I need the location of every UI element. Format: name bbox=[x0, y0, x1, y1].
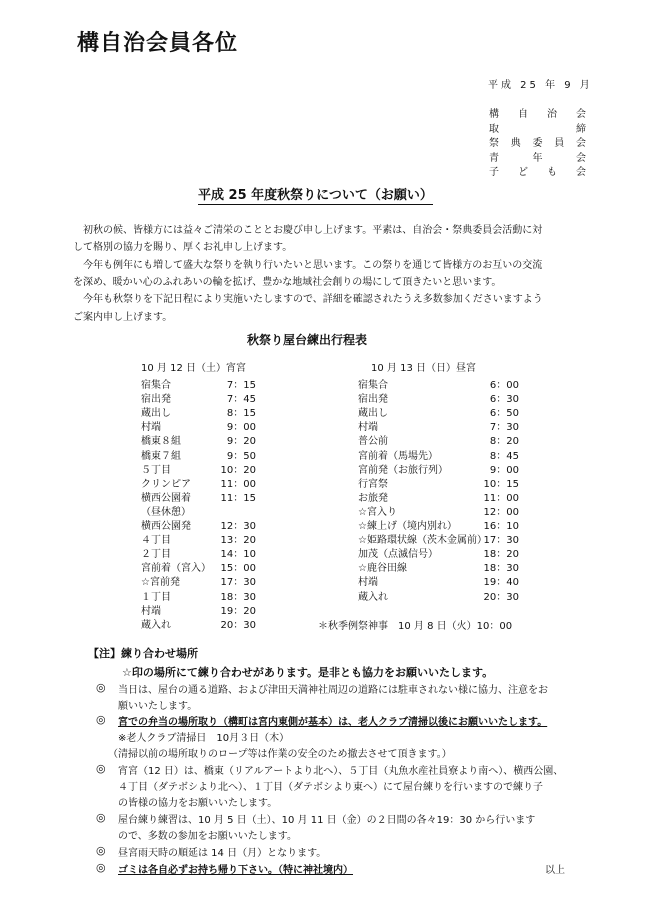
schedule-row bbox=[358, 573, 519, 587]
schedule-time: 7：30 bbox=[489, 422, 519, 434]
schedule-time: 13：20 bbox=[220, 535, 256, 547]
sender-char: 構 bbox=[489, 109, 499, 120]
notes-heading: 【注】練り合わせ場所 bbox=[88, 647, 198, 660]
schedule-time: 16：10 bbox=[483, 521, 519, 532]
schedule-place: ☆練上げ（境内別れ） bbox=[358, 521, 457, 532]
schedule-row bbox=[358, 390, 519, 404]
schedule-time: 10：20 bbox=[220, 464, 256, 476]
sender-char: 会 bbox=[576, 109, 586, 120]
schedule-place: 村端 bbox=[141, 422, 161, 434]
sender-char: 自 bbox=[518, 109, 528, 120]
schedule-place: ☆鹿谷田線 bbox=[358, 563, 407, 575]
schedule-place: 橋東８組 bbox=[141, 436, 181, 448]
schedule-place: 宿集合 bbox=[141, 380, 171, 391]
schedule-row bbox=[358, 404, 519, 418]
schedule-place: 宮前着（宮入） bbox=[141, 563, 211, 575]
note-line: 昼宮雨天時の順延は 14 日（月）となります。 bbox=[118, 848, 327, 859]
schedule-time: 8：15 bbox=[226, 408, 256, 420]
schedule-place: 蔵入れ bbox=[141, 619, 171, 631]
schedule-row bbox=[141, 376, 256, 390]
schedule-row bbox=[358, 503, 519, 517]
bullet-mark: ◎ bbox=[96, 844, 106, 857]
note-line: ４丁目（ダテボシより北へ）、１丁目（ダテボシより東へ）にて屋台練りを行いますので練り子 bbox=[118, 782, 543, 793]
schedule-row bbox=[358, 418, 519, 432]
sender-line bbox=[489, 163, 586, 178]
day1-header: 10 月 12 日（土）宵宮 bbox=[141, 363, 246, 374]
schedule-place: 橋東７組 bbox=[141, 450, 181, 462]
schedule-time: 12：30 bbox=[220, 521, 256, 532]
body-line: 今年も秋祭りを下記日程により実施いたしますので、詳細を確認されたうえ多数参加くださいますよう bbox=[73, 294, 543, 306]
schedule-row bbox=[141, 489, 256, 503]
schedule-time: 17：30 bbox=[483, 535, 519, 547]
schedule-row bbox=[141, 475, 256, 489]
festival-ritual-note: ＊秋季例祭神事 10 月 8 日（火）10：00 bbox=[318, 621, 513, 632]
schedule-time: 8：45 bbox=[489, 450, 519, 462]
sender-char: 典 bbox=[510, 138, 521, 149]
schedule-place: 蔵出し bbox=[358, 408, 388, 420]
schedule-place: 村端 bbox=[358, 577, 378, 589]
schedule-place: （昼休憩） bbox=[141, 506, 191, 518]
sender-char: 年 bbox=[532, 152, 543, 164]
schedule-place: 宿出発 bbox=[358, 394, 388, 406]
document-subject: 平成 25 年度秋祭りについて（お願い） bbox=[198, 184, 433, 205]
schedule-place: 蔵出し bbox=[141, 408, 171, 420]
schedule-row bbox=[141, 531, 256, 545]
note-line: ので、多数の参加をお願いいたします。 bbox=[118, 831, 297, 842]
sender-char: 委 bbox=[532, 138, 543, 149]
schedule-place: 村端 bbox=[141, 605, 161, 617]
schedule-time: 17：30 bbox=[220, 577, 256, 589]
note-line: 宵宮（12 日）は、橋東（リアルアートより北へ）、５丁目（丸魚水産社員寮より南へ）、横西公園、 bbox=[118, 766, 564, 777]
schedule-place: 宮前着（馬場先） bbox=[358, 450, 438, 462]
schedule-row bbox=[358, 376, 519, 390]
note-line: 当日は、屋台の通る道路、および津田天満神社周辺の道路には駐車されない様に協力、注意をお bbox=[118, 685, 548, 696]
schedule-time: 6：30 bbox=[489, 394, 519, 406]
schedule-row bbox=[141, 418, 256, 432]
schedule-place: 行宮祭 bbox=[358, 478, 388, 490]
bullet-mark: ◎ bbox=[96, 811, 106, 824]
body-line: 今年も例年にも増して盛大な祭りを執り行いたいと思います。この祭りを通じて皆様方のお互いの交流 bbox=[73, 259, 543, 271]
bullet-mark: ◎ bbox=[96, 713, 106, 726]
schedule-time: 9：00 bbox=[226, 422, 256, 434]
notes-subheading: ☆印の場所にて練り合わせがあります。是非とも協力をお願いいたします。 bbox=[122, 666, 494, 679]
body-line: して格別の協力を賜り、厚くお礼申し上げます。 bbox=[73, 242, 293, 254]
schedule-row bbox=[358, 475, 519, 489]
schedule-place: 加茂（点滅信号） bbox=[358, 549, 438, 561]
schedule-place: １丁目 bbox=[141, 591, 171, 603]
schedule-title: 秋祭り屋台練出行程表 bbox=[247, 333, 368, 347]
schedule-place: ☆姫路環状線（茨木金属前） bbox=[358, 535, 487, 547]
sender-line bbox=[489, 134, 586, 149]
note-line: 宮での弁当の場所取り（構町は宮内東側が基本）は、老人クラブ清掃以後にお願いいたします。 bbox=[118, 717, 548, 728]
schedule-time: 19：40 bbox=[483, 577, 519, 589]
sender-char: ど bbox=[518, 167, 528, 178]
schedule-place: クリンピア bbox=[141, 478, 191, 490]
schedule-row bbox=[141, 447, 256, 461]
sender-line bbox=[489, 120, 586, 135]
schedule-time: 11：15 bbox=[220, 492, 256, 504]
schedule-row bbox=[141, 461, 256, 475]
sender-char: 員 bbox=[554, 138, 565, 149]
bullet-mark: ◎ bbox=[96, 681, 106, 694]
schedule-place: ☆宮入り bbox=[358, 506, 397, 518]
schedule-row bbox=[358, 545, 519, 559]
schedule-place: ４丁目 bbox=[141, 535, 171, 547]
schedule-row bbox=[358, 531, 519, 545]
sender-char: 会 bbox=[576, 167, 586, 178]
schedule-row bbox=[141, 432, 256, 446]
schedule-row bbox=[358, 447, 519, 461]
schedule-row bbox=[141, 616, 256, 630]
sender-char: 青 bbox=[489, 152, 499, 164]
schedule-place: 宿集合 bbox=[358, 380, 388, 391]
note-line: ゴミは各自必ずお持ち帰り下さい。（特に神社境内） bbox=[118, 865, 353, 876]
sender-line bbox=[489, 149, 586, 164]
schedule-place: 村端 bbox=[358, 422, 378, 434]
schedule-place: 横西公園着 bbox=[141, 492, 191, 504]
schedule-time: 9：50 bbox=[226, 450, 256, 462]
schedule-time: 7：15 bbox=[226, 380, 256, 391]
schedule-time: 18：20 bbox=[483, 549, 519, 561]
schedule-row bbox=[358, 432, 519, 446]
schedule-time: 19：20 bbox=[220, 605, 256, 617]
schedule-time: 12：00 bbox=[483, 506, 519, 518]
note-line: 屋台練り練習は、10 月 5 日（土）、10 月 11 日（金）の２日間の各々19：30 から行います bbox=[118, 815, 536, 826]
schedule-time: 11：00 bbox=[483, 492, 519, 504]
schedule-time: 6：00 bbox=[489, 380, 519, 391]
schedule-row bbox=[141, 517, 256, 531]
schedule-row bbox=[358, 588, 519, 602]
sender-char: 子 bbox=[489, 167, 499, 178]
schedule-time: 8：20 bbox=[489, 436, 519, 448]
schedule-time: 20：30 bbox=[220, 619, 256, 631]
sender-char: 締 bbox=[576, 123, 586, 135]
club-cleaning-date: ※老人クラブ清掃日 10月３日（木） bbox=[118, 733, 290, 744]
schedule-row bbox=[141, 503, 256, 517]
schedule-place: 蔵入れ bbox=[358, 591, 388, 603]
schedule-place: ２丁目 bbox=[141, 549, 171, 561]
schedule-place: 横西公園発 bbox=[141, 521, 191, 532]
schedule-time: 10：15 bbox=[483, 478, 519, 490]
schedule-time: 6：50 bbox=[489, 408, 519, 420]
issue-date: 平成 25 年 9 月 bbox=[488, 80, 593, 91]
schedule-row bbox=[358, 517, 519, 531]
closing-mark: 以上 bbox=[545, 865, 565, 876]
schedule-place: ☆宮前発 bbox=[141, 577, 180, 589]
body-line: 初秋の候、皆様方には益々ご清栄のこととお慶び申し上げます。平素は、自治会・祭典委員会活動に対 bbox=[73, 225, 543, 236]
schedule-row bbox=[141, 390, 256, 404]
schedule-place: ５丁目 bbox=[141, 464, 171, 476]
schedule-row bbox=[141, 602, 256, 616]
rope-removal-note: （清掃以前の場所取りのロープ等は作業の安全のため撤去させて頂きます。） bbox=[108, 749, 452, 760]
schedule-row bbox=[358, 559, 519, 573]
sender-line bbox=[489, 105, 586, 120]
schedule-row bbox=[141, 588, 256, 602]
schedule-place: 宮前発（お旅行列） bbox=[358, 464, 448, 476]
sender-char: 祭 bbox=[489, 138, 499, 149]
sender-char: も bbox=[547, 167, 557, 178]
bullet-mark: ◎ bbox=[96, 861, 106, 874]
note-line: 願いいたします。 bbox=[118, 701, 198, 712]
bullet-mark: ◎ bbox=[96, 762, 106, 775]
schedule-row bbox=[141, 573, 256, 587]
schedule-time: 14：10 bbox=[220, 549, 256, 561]
schedule-row bbox=[141, 404, 256, 418]
schedule-time: 7：45 bbox=[226, 394, 256, 406]
schedule-place: 宿出発 bbox=[141, 394, 171, 406]
document-title: 構自治会員各位 bbox=[77, 31, 239, 56]
schedule-row bbox=[141, 545, 256, 559]
body-line: を深め、暖かい心のふれあいの輪を拡げ、豊かな地域社会創りの場にして頂きたいと思います。 bbox=[73, 276, 502, 288]
sender-char: 会 bbox=[576, 138, 586, 149]
schedule-time: 11：00 bbox=[220, 478, 256, 490]
body-line: ご案内申し上げます。 bbox=[73, 311, 173, 323]
sender-char: 治 bbox=[547, 109, 557, 120]
sender-char: 会 bbox=[576, 152, 586, 164]
schedule-time: 20：30 bbox=[483, 591, 519, 603]
schedule-row bbox=[141, 559, 256, 573]
schedule-place: 普公前 bbox=[358, 436, 388, 448]
schedule-time: 9：00 bbox=[489, 464, 519, 476]
schedule-row bbox=[358, 461, 519, 475]
schedule-time: 18：30 bbox=[483, 563, 519, 575]
schedule-time: 9：20 bbox=[226, 436, 256, 448]
schedule-time: 18：30 bbox=[220, 591, 256, 603]
schedule-place: お旅発 bbox=[358, 492, 388, 504]
sender-char: 取 bbox=[489, 123, 499, 135]
schedule-row bbox=[358, 489, 519, 503]
day2-header: 10 月 13 日（日）昼宮 bbox=[371, 363, 476, 374]
schedule-time: 15：00 bbox=[220, 563, 256, 575]
note-line: の皆様の協力をお願いいたします。 bbox=[118, 798, 278, 809]
